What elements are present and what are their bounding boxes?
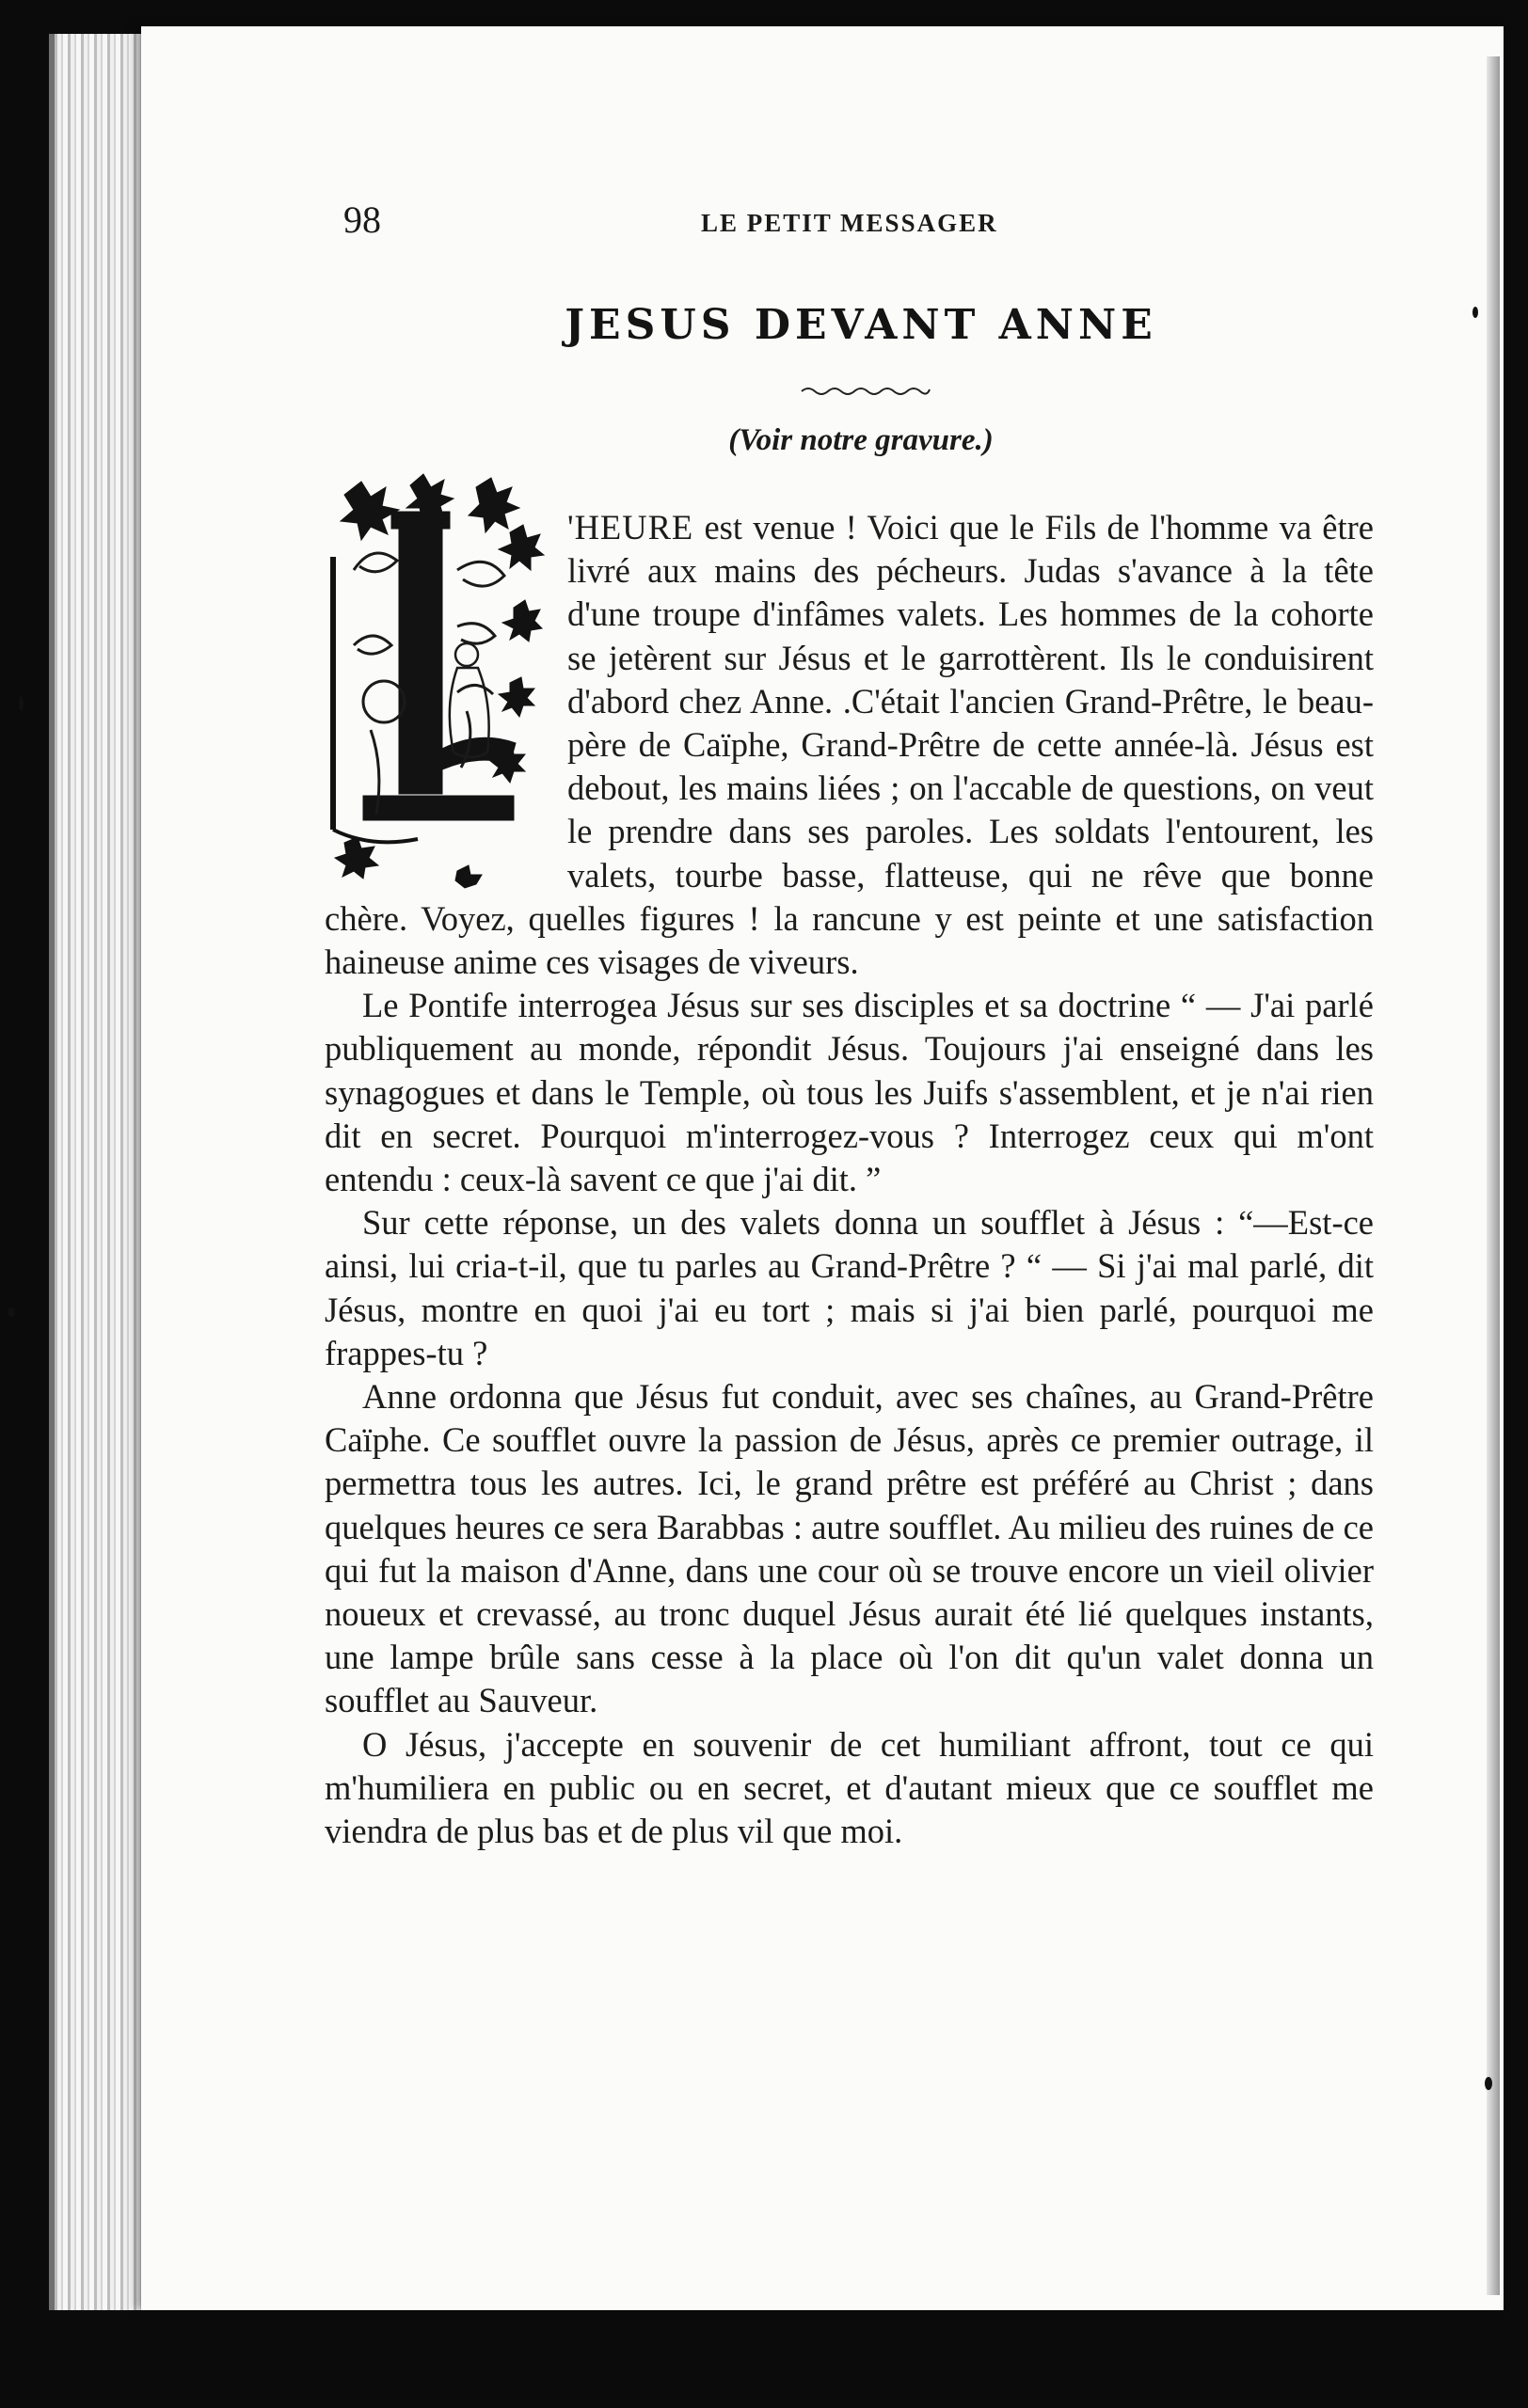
scan-speck [1485,2077,1492,2090]
title-ornament [800,384,931,397]
page-number: 98 [343,198,381,241]
paragraph-2: Le Pontife interrogea Jésus sur ses disciples et sa doctrine “ — J'ai parlé publiquement au monde, répondit Jésus. Toujours j'ai enseigné dans les synagogues et dans le Temple, où tous les Juifs s'assemblent, et je n'ai rien dit en secret. Pourquoi m'interrogez-vous ? Interrogez ceux qui m'ont entendu : ceux-là savent ce que j'ai dit. ” [325,986,1374,1199]
scan-speck [8,1307,15,1317]
scan-speck [19,696,24,711]
paragraph-5: O Jésus, j'accepte en souvenir de cet humiliant affront, tout ce qui m'humiliera en public ou en secret, et d'autant mieux que ce soufflet me viendra de plus bas et de plus vil que moi. [325,1724,1374,1851]
running-head [343,198,1378,254]
first-word-rest: 'HEURE [567,508,694,547]
paragraph-3: Sur cette réponse, un des valets donna un soufflet à Jésus : “—Est-ce ainsi, lui cria-t-il, que tu parles au Grand-Prêtre ? “ — Si j'ai mal parlé, dit Jésus, montre en quoi j'ai eu tort ; mais si j'ai bien parlé, pourquoi me frappes-tu ? [325,1203,1374,1372]
paragraph-4: Anne ordonna que Jésus fut conduit, avec ses chaînes, au Grand-Prêtre Caïphe. Ce soufflet ouvre la passion de Jésus, après ce premier outrage, il permettra tous les autres. Ici, le grand prêtre est préféré au Christ ; dans quelques heures ce sera Barabbas : autre soufflet. Au milieu des ruines de ce qui fut la maison d'Anne, dans une cour où se trouve encore un vieil olivier noueux et crevassé, au tronc duquel Jésus aurait été lié quelques instants, une lampe brûle sans cesse à la place où l'on dit qu'un valet donna un soufflet au Sauveur. [325,1377,1374,1720]
page-right-edge [1487,56,1500,2295]
paragraph-1 [325,506,1374,984]
drop-cap-space [325,499,567,889]
article-title: JESUS DEVANT ANNE [565,301,1157,349]
journal-title: LE PETIT MESSAGER [701,209,998,237]
article-body [325,506,1374,1853]
scan-speck [1472,307,1478,318]
paragraph-1-text: est venue ! Voici que le Fils de l'homme va être livré aux mains des pécheurs. Judas s'avance à la tête d'une troupe d'infâmes valets. Les hommes de la cohorte se jetèrent sur Jésus et le garrottèrent. Ils le conduisirent d'abord chez Anne. .C'était l'ancien Grand-Prêtre, le beau-père de Caïphe, Grand-Prêtre de cette année-là. Jésus est debout, les mains liées ; on l'accable de questions, on veut le prendre dans ses paroles. Les soldats l'entourent, les valets, tourbe basse, flatteuse, qui ne rêve que bonne chère. Voyez, quelles figures ! la rancune y est peinte et une satisfaction haineuse anime ces visages de viveurs. [325,508,1374,982]
article-subtitle: (Voir notre gravure.) [728,423,994,457]
